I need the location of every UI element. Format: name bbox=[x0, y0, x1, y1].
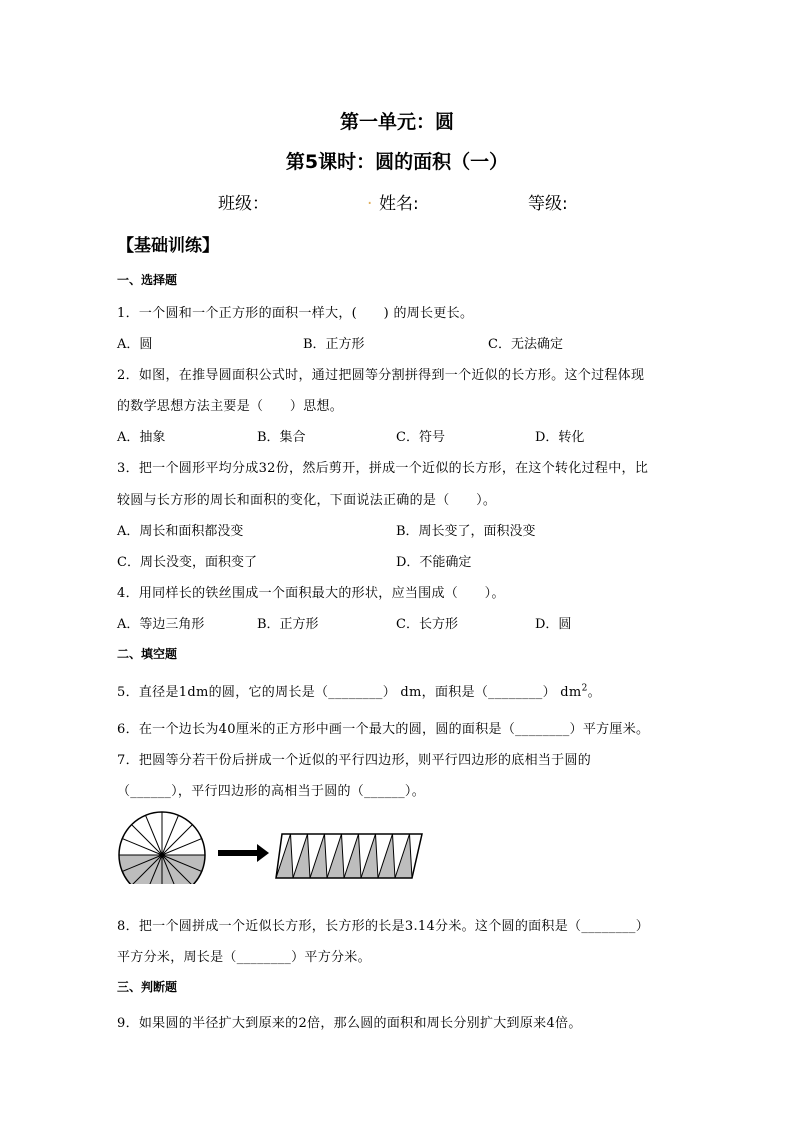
q2-option-b: B．集合 bbox=[257, 430, 306, 445]
question-7-line1: 7．把圆等分若干份后拼成一个近似的平行四边形，则平行四边形的底相当于圆的 bbox=[117, 753, 592, 768]
q3-option-a: A．周长和面积都没变 bbox=[117, 524, 244, 539]
section-title: 【基础训练】 bbox=[117, 236, 219, 256]
question-9: 9．如果圆的半径扩大到原来的2倍，那么圆的面积和周长分别扩大到原来4倍。 bbox=[117, 1016, 582, 1031]
circle-to-parallelogram-figure bbox=[117, 810, 427, 884]
question-3-line1: 3．把一个圆形平均分成32份，然后剪开，拼成一个近似的长方形，在这个转化过程中，比 bbox=[117, 461, 649, 476]
circle-sector-line bbox=[132, 825, 162, 855]
shaded-triangle bbox=[378, 834, 395, 878]
question-4: 4．用同样长的铁丝围成一个面积最大的形状，应当围成（ ）。 bbox=[117, 586, 505, 601]
question-1: 1．一个圆和一个正方形的面积一样大，( ) 的周长更长。 bbox=[117, 306, 474, 321]
q3-option-b: B．周长变了，面积没变 bbox=[396, 524, 536, 539]
q4-option-a: A．等边三角形 bbox=[117, 617, 205, 632]
q1-option-b: B．正方形 bbox=[303, 337, 365, 352]
question-8-line2: 平方分米，周长是（________）平方分米。 bbox=[117, 950, 371, 965]
name-label: 姓名: bbox=[379, 194, 419, 214]
question-8-line1: 8．把一个圆拼成一个近似长方形，长方形的长是3.14分米。这个圆的面积是（________） bbox=[117, 919, 650, 934]
q4-option-b: B．正方形 bbox=[257, 617, 319, 632]
part1-heading: 一、选择题 bbox=[117, 273, 178, 287]
q2-option-a: A．抽象 bbox=[117, 430, 166, 445]
shaded-triangle bbox=[310, 834, 327, 878]
shaded-triangle bbox=[361, 834, 378, 878]
q4-option-d: D．圆 bbox=[535, 617, 572, 632]
shaded-triangle bbox=[293, 834, 310, 878]
part3-heading: 三、判断题 bbox=[117, 980, 178, 994]
question-6: 6．在一个边长为40厘米的正方形中画一个最大的圆，圆的面积是（________）平方厘米。 bbox=[117, 722, 650, 737]
shaded-triangle bbox=[327, 834, 344, 878]
q3-option-d: D．不能确定 bbox=[396, 555, 472, 570]
question-5-end: 。 bbox=[587, 685, 601, 700]
question-2-line1: 2．如图，在推导圆面积公式时，通过把圆等分割拼得到一个近似的长方形。这个过程体现 bbox=[117, 368, 645, 383]
q1-option-a: A．圆 bbox=[117, 337, 153, 352]
unit-title: 第一单元：圆 bbox=[339, 111, 454, 133]
arrow-icon bbox=[218, 844, 269, 862]
divided-circle bbox=[119, 812, 205, 884]
q2-option-c: C．符号 bbox=[396, 430, 445, 445]
q4-option-c: C．长方形 bbox=[396, 617, 458, 632]
question-2-line2: 的数学思想方法主要是（ ）思想。 bbox=[117, 399, 344, 414]
q2-option-d: D．转化 bbox=[535, 430, 585, 445]
grade-label: 等级: bbox=[528, 194, 568, 214]
question-3-line2: 较圆与长方形的周长和面积的变化，下面说法正确的是（ ）。 bbox=[117, 493, 497, 508]
question-7-line2: （______），平行四边形的高相当于圆的（______）。 bbox=[117, 784, 425, 799]
dot-mark: . bbox=[367, 189, 373, 209]
parallelogram-strip bbox=[276, 834, 422, 878]
question-5-superscript: 2 bbox=[581, 683, 588, 694]
shaded-triangle bbox=[344, 834, 361, 878]
circle-sector-line bbox=[162, 825, 192, 855]
shaded-triangle bbox=[395, 834, 412, 878]
class-label: 班级： bbox=[218, 194, 269, 214]
lesson-title: 第5课时：圆的面积（一） bbox=[285, 151, 509, 173]
question-5-text: 5．直径是1dm的圆，它的周长是（________） dm，面积是（________） dm bbox=[117, 685, 582, 700]
question-5 bbox=[117, 681, 601, 700]
q3-option-c: C．周长没变，面积变了 bbox=[117, 555, 257, 570]
part2-heading: 二、填空题 bbox=[117, 647, 178, 661]
q1-option-c: C．无法确定 bbox=[488, 337, 563, 352]
